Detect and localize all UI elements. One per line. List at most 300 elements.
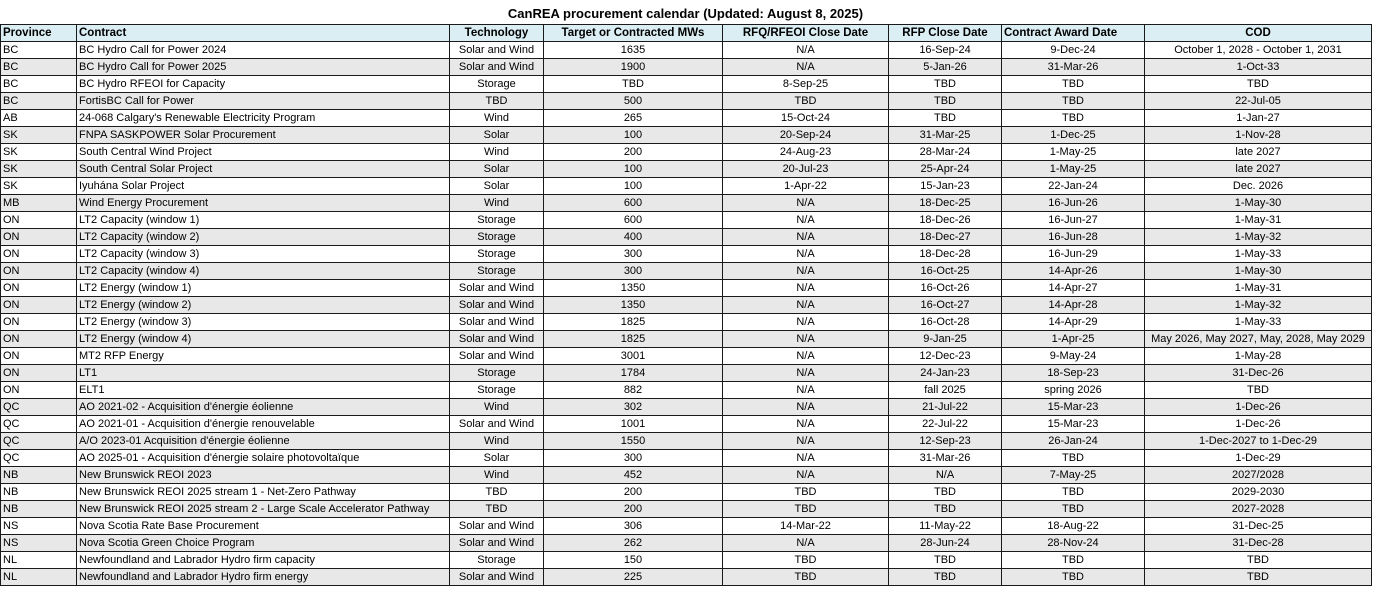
cell-mws[interactable]: 1784 <box>544 365 723 382</box>
column-header-rfq-close: RFQ/RFEOI Close Date <box>723 25 889 42</box>
table-row <box>1 59 1372 76</box>
cell-cod[interactable]: TBD <box>1145 76 1372 93</box>
cell-rfp-close[interactable]: 31-Mar-26 <box>889 450 1002 467</box>
cell-mws[interactable]: 1825 <box>544 331 723 348</box>
cell-contract[interactable]: AO 2025-01 - Acquisition d'énergie solaire photovoltaïque <box>77 450 450 467</box>
table-row <box>1 450 1372 467</box>
cell-province[interactable]: ON <box>1 246 77 263</box>
table-row <box>1 297 1372 314</box>
cell-rfq-close[interactable]: N/A <box>723 246 889 263</box>
cell-cod[interactable]: 1-May-32 <box>1145 229 1372 246</box>
cell-mws[interactable]: 500 <box>544 93 723 110</box>
table-row <box>1 212 1372 229</box>
cell-rfp-close[interactable]: TBD <box>889 569 1002 586</box>
table-row <box>1 178 1372 195</box>
table-row <box>1 552 1372 569</box>
cell-contract[interactable]: BC Hydro Call for Power 2024 <box>77 42 450 59</box>
table-row <box>1 365 1372 382</box>
cell-rfp-close[interactable]: 11-May-22 <box>889 518 1002 535</box>
cell-technology[interactable]: Storage <box>450 263 544 280</box>
cell-contract[interactable]: AO 2021-01 - Acquisition d'énergie renouvelable <box>77 416 450 433</box>
cell-award-date[interactable]: TBD <box>1002 450 1145 467</box>
cell-rfq-close[interactable]: N/A <box>723 297 889 314</box>
cell-cod[interactable]: 1-May-32 <box>1145 297 1372 314</box>
table-row <box>1 569 1372 586</box>
cell-technology[interactable]: Solar <box>450 450 544 467</box>
cell-cod[interactable]: 1-May-30 <box>1145 263 1372 280</box>
table-row <box>1 416 1372 433</box>
table-row <box>1 348 1372 365</box>
table-row <box>1 195 1372 212</box>
cell-rfp-close[interactable]: 25-Apr-24 <box>889 161 1002 178</box>
cell-rfp-close[interactable]: TBD <box>889 93 1002 110</box>
cell-rfp-close[interactable]: 15-Jan-23 <box>889 178 1002 195</box>
cell-mws[interactable]: 1825 <box>544 314 723 331</box>
table-row <box>1 399 1372 416</box>
cell-cod[interactable]: Dec. 2026 <box>1145 178 1372 195</box>
cell-rfp-close[interactable]: N/A <box>889 467 1002 484</box>
cell-rfp-close[interactable]: TBD <box>889 76 1002 93</box>
cell-contract[interactable]: New Brunswick REOI 2023 <box>77 467 450 484</box>
cell-contract[interactable]: Newfoundland and Labrador Hydro firm energy <box>77 569 450 586</box>
table-row <box>1 382 1372 399</box>
cell-province[interactable]: ON <box>1 382 77 399</box>
cell-contract[interactable]: LT2 Capacity (window 4) <box>77 263 450 280</box>
cell-mws[interactable]: 882 <box>544 382 723 399</box>
cell-rfp-close[interactable]: 28-Mar-24 <box>889 144 1002 161</box>
cell-province[interactable]: QC <box>1 399 77 416</box>
table-row <box>1 93 1372 110</box>
cell-rfq-close[interactable]: N/A <box>723 433 889 450</box>
cell-cod[interactable]: May 2026, May 2027, May, 2028, May 2029 <box>1145 331 1372 348</box>
cell-award-date[interactable]: 14-Apr-28 <box>1002 297 1145 314</box>
cell-rfp-close[interactable]: 16-Oct-27 <box>889 297 1002 314</box>
cell-province[interactable]: BC <box>1 59 77 76</box>
cell-contract[interactable]: FNPA SASKPOWER Solar Procurement <box>77 127 450 144</box>
cell-contract[interactable]: ELT1 <box>77 382 450 399</box>
cell-contract[interactable]: LT2 Energy (window 2) <box>77 297 450 314</box>
cell-mws[interactable]: 200 <box>544 144 723 161</box>
cell-contract[interactable]: Nova Scotia Rate Base Procurement <box>77 518 450 535</box>
cell-rfq-close[interactable]: N/A <box>723 416 889 433</box>
cell-award-date[interactable]: 14-Apr-26 <box>1002 263 1145 280</box>
cell-technology[interactable]: Solar and Wind <box>450 314 544 331</box>
cell-technology[interactable]: Wind <box>450 467 544 484</box>
cell-award-date[interactable]: TBD <box>1002 93 1145 110</box>
cell-technology[interactable]: Wind <box>450 433 544 450</box>
cell-cod[interactable]: 1-Dec-26 <box>1145 399 1372 416</box>
cell-province[interactable]: NS <box>1 518 77 535</box>
cell-award-date[interactable]: TBD <box>1002 110 1145 127</box>
cell-mws[interactable]: TBD <box>544 76 723 93</box>
cell-contract[interactable]: LT2 Energy (window 4) <box>77 331 450 348</box>
table-row <box>1 467 1372 484</box>
cell-province[interactable]: NB <box>1 501 77 518</box>
cell-rfp-close[interactable]: 16-Oct-26 <box>889 280 1002 297</box>
cell-cod[interactable]: 1-Jan-27 <box>1145 110 1372 127</box>
cell-province[interactable]: ON <box>1 263 77 280</box>
cell-award-date[interactable]: 1-May-25 <box>1002 161 1145 178</box>
cell-rfp-close[interactable]: TBD <box>889 110 1002 127</box>
cell-technology[interactable]: Storage <box>450 552 544 569</box>
cell-rfq-close[interactable]: N/A <box>723 365 889 382</box>
cell-award-date[interactable]: 26-Jan-24 <box>1002 433 1145 450</box>
cell-rfp-close[interactable]: fall 2025 <box>889 382 1002 399</box>
cell-award-date[interactable]: 1-May-25 <box>1002 144 1145 161</box>
cell-province[interactable]: SK <box>1 161 77 178</box>
cell-province[interactable]: QC <box>1 416 77 433</box>
cell-rfq-close[interactable]: N/A <box>723 450 889 467</box>
cell-rfp-close[interactable]: TBD <box>889 552 1002 569</box>
cell-mws[interactable]: 200 <box>544 501 723 518</box>
cell-cod[interactable]: 1-May-31 <box>1145 280 1372 297</box>
table-row <box>1 42 1372 59</box>
cell-mws[interactable]: 1350 <box>544 280 723 297</box>
cell-contract[interactable]: LT1 <box>77 365 450 382</box>
cell-technology[interactable]: Wind <box>450 399 544 416</box>
table-row <box>1 280 1372 297</box>
cell-technology[interactable]: Solar and Wind <box>450 416 544 433</box>
table-row <box>1 246 1372 263</box>
cell-province[interactable]: BC <box>1 42 77 59</box>
cell-technology[interactable]: Solar <box>450 178 544 195</box>
cell-technology[interactable]: Solar <box>450 127 544 144</box>
cell-province[interactable]: BC <box>1 76 77 93</box>
cell-rfp-close[interactable]: 28-Jun-24 <box>889 535 1002 552</box>
cell-cod[interactable]: late 2027 <box>1145 144 1372 161</box>
cell-province[interactable]: ON <box>1 331 77 348</box>
table-row <box>1 110 1372 127</box>
cell-mws[interactable]: 1900 <box>544 59 723 76</box>
column-header-province: Province <box>1 25 77 42</box>
cell-technology[interactable]: Storage <box>450 212 544 229</box>
cell-technology[interactable]: Wind <box>450 195 544 212</box>
cell-cod[interactable]: October 1, 2028 - October 1, 2031 <box>1145 42 1372 59</box>
cell-mws[interactable]: 1635 <box>544 42 723 59</box>
cell-cod[interactable]: 2029-2030 <box>1145 484 1372 501</box>
cell-rfp-close[interactable]: 24-Jan-23 <box>889 365 1002 382</box>
cell-province[interactable]: NS <box>1 535 77 552</box>
cell-rfp-close[interactable]: 12-Sep-23 <box>889 433 1002 450</box>
table-row <box>1 314 1372 331</box>
cell-mws[interactable]: 1350 <box>544 297 723 314</box>
cell-rfp-close[interactable]: 18-Dec-26 <box>889 212 1002 229</box>
table-row <box>1 229 1372 246</box>
cell-contract[interactable]: South Central Wind Project <box>77 144 450 161</box>
column-header-rfp-close: RFP Close Date <box>889 25 1002 42</box>
cell-province[interactable]: ON <box>1 314 77 331</box>
cell-technology[interactable]: TBD <box>450 93 544 110</box>
cell-cod[interactable]: 22-Jul-05 <box>1145 93 1372 110</box>
cell-contract[interactable]: New Brunswick REOI 2025 stream 1 - Net-Zero Pathway <box>77 484 450 501</box>
cell-rfp-close[interactable]: 18-Dec-27 <box>889 229 1002 246</box>
cell-cod[interactable]: late 2027 <box>1145 161 1372 178</box>
cell-technology[interactable]: Storage <box>450 382 544 399</box>
cell-mws[interactable]: 452 <box>544 467 723 484</box>
cell-technology[interactable]: Storage <box>450 76 544 93</box>
cell-award-date[interactable]: TBD <box>1002 569 1145 586</box>
cell-province[interactable]: BC <box>1 93 77 110</box>
cell-contract[interactable]: Wind Energy Procurement <box>77 195 450 212</box>
cell-mws[interactable]: 300 <box>544 263 723 280</box>
cell-rfp-close[interactable]: 16-Oct-28 <box>889 314 1002 331</box>
cell-mws[interactable]: 1001 <box>544 416 723 433</box>
cell-mws[interactable]: 262 <box>544 535 723 552</box>
cell-cod[interactable]: TBD <box>1145 382 1372 399</box>
cell-rfq-close[interactable]: N/A <box>723 42 889 59</box>
cell-rfq-close[interactable]: N/A <box>723 263 889 280</box>
cell-award-date[interactable]: 22-Jan-24 <box>1002 178 1145 195</box>
cell-technology[interactable]: TBD <box>450 501 544 518</box>
table-body <box>1 42 1372 586</box>
cell-contract[interactable]: A/O 2023-01 Acquisition d'énergie éolienne <box>77 433 450 450</box>
cell-technology[interactable]: Solar and Wind <box>450 331 544 348</box>
cell-contract[interactable]: South Central Solar Project <box>77 161 450 178</box>
cell-award-date[interactable]: 16-Jun-26 <box>1002 195 1145 212</box>
cell-mws[interactable]: 100 <box>544 178 723 195</box>
cell-award-date[interactable]: TBD <box>1002 501 1145 518</box>
cell-mws[interactable]: 300 <box>544 450 723 467</box>
cell-contract[interactable]: MT2 RFP Energy <box>77 348 450 365</box>
cell-technology[interactable]: Solar and Wind <box>450 348 544 365</box>
cell-mws[interactable]: 3001 <box>544 348 723 365</box>
cell-technology[interactable]: Storage <box>450 365 544 382</box>
cell-rfq-close[interactable]: 14-Mar-22 <box>723 518 889 535</box>
cell-cod[interactable]: 31-Dec-28 <box>1145 535 1372 552</box>
cell-technology[interactable]: Storage <box>450 229 544 246</box>
cell-province[interactable]: ON <box>1 297 77 314</box>
cell-rfq-close[interactable]: TBD <box>723 484 889 501</box>
column-header-mws: Target or Contracted MWs <box>544 25 723 42</box>
table-row <box>1 535 1372 552</box>
cell-award-date[interactable]: TBD <box>1002 484 1145 501</box>
cell-mws[interactable]: 150 <box>544 552 723 569</box>
cell-cod[interactable]: 1-May-33 <box>1145 314 1372 331</box>
cell-award-date[interactable]: 9-May-24 <box>1002 348 1145 365</box>
cell-technology[interactable]: Storage <box>450 246 544 263</box>
cell-province[interactable]: MB <box>1 195 77 212</box>
cell-mws[interactable]: 265 <box>544 110 723 127</box>
cell-rfq-close[interactable]: TBD <box>723 569 889 586</box>
cell-rfp-close[interactable]: 22-Jul-22 <box>889 416 1002 433</box>
cell-rfq-close[interactable]: N/A <box>723 59 889 76</box>
cell-rfp-close[interactable]: 9-Jan-25 <box>889 331 1002 348</box>
cell-contract[interactable]: LT2 Capacity (window 3) <box>77 246 450 263</box>
cell-rfq-close[interactable]: N/A <box>723 314 889 331</box>
cell-cod[interactable]: TBD <box>1145 569 1372 586</box>
table-row <box>1 433 1372 450</box>
cell-award-date[interactable]: 18-Aug-22 <box>1002 518 1145 535</box>
cell-rfq-close[interactable]: N/A <box>723 229 889 246</box>
cell-contract[interactable]: Nova Scotia Green Choice Program <box>77 535 450 552</box>
cell-contract[interactable]: New Brunswick REOI 2025 stream 2 - Large Scale Accelerator Pathway <box>77 501 450 518</box>
cell-rfp-close[interactable]: 12-Dec-23 <box>889 348 1002 365</box>
cell-province[interactable]: SK <box>1 178 77 195</box>
cell-cod[interactable]: 31-Dec-26 <box>1145 365 1372 382</box>
cell-award-date[interactable]: 31-Mar-26 <box>1002 59 1145 76</box>
cell-mws[interactable]: 400 <box>544 229 723 246</box>
cell-award-date[interactable]: 18-Sep-23 <box>1002 365 1145 382</box>
cell-rfp-close[interactable]: 16-Sep-24 <box>889 42 1002 59</box>
table-row <box>1 263 1372 280</box>
cell-rfp-close[interactable]: 18-Dec-28 <box>889 246 1002 263</box>
cell-rfp-close[interactable]: TBD <box>889 501 1002 518</box>
table-row <box>1 484 1372 501</box>
cell-cod[interactable]: 1-May-30 <box>1145 195 1372 212</box>
table-row <box>1 127 1372 144</box>
cell-cod[interactable]: 2027-2028 <box>1145 501 1372 518</box>
cell-technology[interactable]: Solar and Wind <box>450 280 544 297</box>
cell-technology[interactable]: Solar <box>450 161 544 178</box>
cell-province[interactable]: ON <box>1 229 77 246</box>
cell-province[interactable]: SK <box>1 144 77 161</box>
table-row <box>1 501 1372 518</box>
cell-contract[interactable]: Iyuhána Solar Project <box>77 178 450 195</box>
cell-rfp-close[interactable]: 31-Mar-25 <box>889 127 1002 144</box>
cell-rfq-close[interactable]: TBD <box>723 501 889 518</box>
cell-contract[interactable]: BC Hydro Call for Power 2025 <box>77 59 450 76</box>
cell-cod[interactable]: 1-Dec-2027 to 1-Dec-29 <box>1145 433 1372 450</box>
cell-mws[interactable]: 306 <box>544 518 723 535</box>
cell-rfq-close[interactable]: 8-Sep-25 <box>723 76 889 93</box>
cell-technology[interactable]: TBD <box>450 484 544 501</box>
cell-award-date[interactable]: 16-Jun-28 <box>1002 229 1145 246</box>
cell-rfq-close[interactable]: 20-Jul-23 <box>723 161 889 178</box>
cell-technology[interactable]: Solar and Wind <box>450 297 544 314</box>
cell-rfq-close[interactable]: 24-Aug-23 <box>723 144 889 161</box>
cell-contract[interactable]: Newfoundland and Labrador Hydro firm capacity <box>77 552 450 569</box>
cell-rfq-close[interactable]: N/A <box>723 348 889 365</box>
cell-contract[interactable]: BC Hydro RFEOI for Capacity <box>77 76 450 93</box>
cell-technology[interactable]: Solar and Wind <box>450 59 544 76</box>
cell-award-date[interactable]: 16-Jun-27 <box>1002 212 1145 229</box>
cell-award-date[interactable]: 15-Mar-23 <box>1002 399 1145 416</box>
cell-rfq-close[interactable]: 20-Sep-24 <box>723 127 889 144</box>
table-row <box>1 331 1372 348</box>
cell-rfq-close[interactable]: N/A <box>723 399 889 416</box>
table-row <box>1 144 1372 161</box>
table-row <box>1 76 1372 93</box>
cell-rfq-close[interactable]: N/A <box>723 382 889 399</box>
cell-award-date[interactable]: 14-Apr-27 <box>1002 280 1145 297</box>
cell-mws[interactable]: 600 <box>544 212 723 229</box>
cell-province[interactable]: NB <box>1 467 77 484</box>
cell-award-date[interactable]: 9-Dec-24 <box>1002 42 1145 59</box>
cell-rfq-close[interactable]: N/A <box>723 331 889 348</box>
cell-rfq-close[interactable]: N/A <box>723 535 889 552</box>
procurement-table <box>0 24 1372 586</box>
cell-technology[interactable]: Solar and Wind <box>450 535 544 552</box>
sheet-title: CanREA procurement calendar (Updated: August 8, 2025) <box>507 6 864 21</box>
cell-award-date[interactable]: 15-Mar-23 <box>1002 416 1145 433</box>
cell-contract[interactable]: FortisBC Call for Power <box>77 93 450 110</box>
column-header-cod: COD <box>1145 25 1372 42</box>
cell-cod[interactable]: 1-Dec-29 <box>1145 450 1372 467</box>
cell-province[interactable]: QC <box>1 433 77 450</box>
cell-province[interactable]: AB <box>1 110 77 127</box>
cell-mws[interactable]: 100 <box>544 127 723 144</box>
cell-award-date[interactable]: 7-May-25 <box>1002 467 1145 484</box>
cell-award-date[interactable]: 16-Jun-29 <box>1002 246 1145 263</box>
cell-rfq-close[interactable]: 1-Apr-22 <box>723 178 889 195</box>
cell-mws[interactable]: 300 <box>544 246 723 263</box>
cell-award-date[interactable]: TBD <box>1002 552 1145 569</box>
cell-rfq-close[interactable]: N/A <box>723 280 889 297</box>
cell-cod[interactable]: 2027/2028 <box>1145 467 1372 484</box>
cell-rfp-close[interactable]: 16-Oct-25 <box>889 263 1002 280</box>
cell-rfp-close[interactable]: 5-Jan-26 <box>889 59 1002 76</box>
cell-province[interactable]: NL <box>1 552 77 569</box>
cell-rfp-close[interactable]: 21-Jul-22 <box>889 399 1002 416</box>
cell-province[interactable]: NL <box>1 569 77 586</box>
cell-technology[interactable]: Solar and Wind <box>450 518 544 535</box>
cell-rfq-close[interactable]: TBD <box>723 93 889 110</box>
cell-technology[interactable]: Wind <box>450 110 544 127</box>
cell-award-date[interactable]: 1-Dec-25 <box>1002 127 1145 144</box>
cell-province[interactable]: ON <box>1 348 77 365</box>
cell-mws[interactable]: 1550 <box>544 433 723 450</box>
cell-contract[interactable]: AO 2021-02 - Acquisition d'énergie éolienne <box>77 399 450 416</box>
cell-cod[interactable]: 1-Nov-28 <box>1145 127 1372 144</box>
table-row <box>1 518 1372 535</box>
cell-mws[interactable]: 100 <box>544 161 723 178</box>
header-row <box>1 25 1372 42</box>
cell-province[interactable]: QC <box>1 450 77 467</box>
cell-rfp-close[interactable]: TBD <box>889 484 1002 501</box>
cell-contract[interactable]: 24-068 Calgary's Renewable Electricity Program <box>77 110 450 127</box>
cell-contract[interactable]: LT2 Capacity (window 2) <box>77 229 450 246</box>
cell-contract[interactable]: LT2 Capacity (window 1) <box>77 212 450 229</box>
cell-technology[interactable]: Solar and Wind <box>450 569 544 586</box>
cell-province[interactable]: NB <box>1 484 77 501</box>
cell-province[interactable]: SK <box>1 127 77 144</box>
cell-mws[interactable]: 302 <box>544 399 723 416</box>
cell-province[interactable]: ON <box>1 280 77 297</box>
cell-rfq-close[interactable]: N/A <box>723 467 889 484</box>
column-header-technology: Technology <box>450 25 544 42</box>
cell-cod[interactable]: 31-Dec-25 <box>1145 518 1372 535</box>
cell-mws[interactable]: 200 <box>544 484 723 501</box>
cell-cod[interactable]: 1-Oct-33 <box>1145 59 1372 76</box>
column-header-contract: Contract <box>77 25 450 42</box>
column-header-award-date: Contract Award Date <box>1002 25 1145 42</box>
cell-cod[interactable]: 1-May-28 <box>1145 348 1372 365</box>
cell-mws[interactable]: 600 <box>544 195 723 212</box>
cell-contract[interactable]: LT2 Energy (window 1) <box>77 280 450 297</box>
cell-award-date[interactable]: spring 2026 <box>1002 382 1145 399</box>
cell-rfq-close[interactable]: 15-Oct-24 <box>723 110 889 127</box>
table-row <box>1 161 1372 178</box>
cell-technology[interactable]: Solar and Wind <box>450 42 544 59</box>
cell-province[interactable]: ON <box>1 365 77 382</box>
cell-cod[interactable]: 1-May-33 <box>1145 246 1372 263</box>
cell-award-date[interactable]: 28-Nov-24 <box>1002 535 1145 552</box>
cell-rfq-close[interactable]: N/A <box>723 195 889 212</box>
cell-cod[interactable]: 1-Dec-26 <box>1145 416 1372 433</box>
cell-mws[interactable]: 225 <box>544 569 723 586</box>
cell-rfq-close[interactable]: N/A <box>723 212 889 229</box>
cell-rfq-close[interactable]: TBD <box>723 552 889 569</box>
cell-cod[interactable]: TBD <box>1145 552 1372 569</box>
cell-award-date[interactable]: TBD <box>1002 76 1145 93</box>
cell-award-date[interactable]: 1-Apr-25 <box>1002 331 1145 348</box>
cell-contract[interactable]: LT2 Energy (window 3) <box>77 314 450 331</box>
cell-technology[interactable]: Wind <box>450 144 544 161</box>
cell-rfp-close[interactable]: 18-Dec-25 <box>889 195 1002 212</box>
cell-award-date[interactable]: 14-Apr-29 <box>1002 314 1145 331</box>
cell-province[interactable]: ON <box>1 212 77 229</box>
cell-cod[interactable]: 1-May-31 <box>1145 212 1372 229</box>
